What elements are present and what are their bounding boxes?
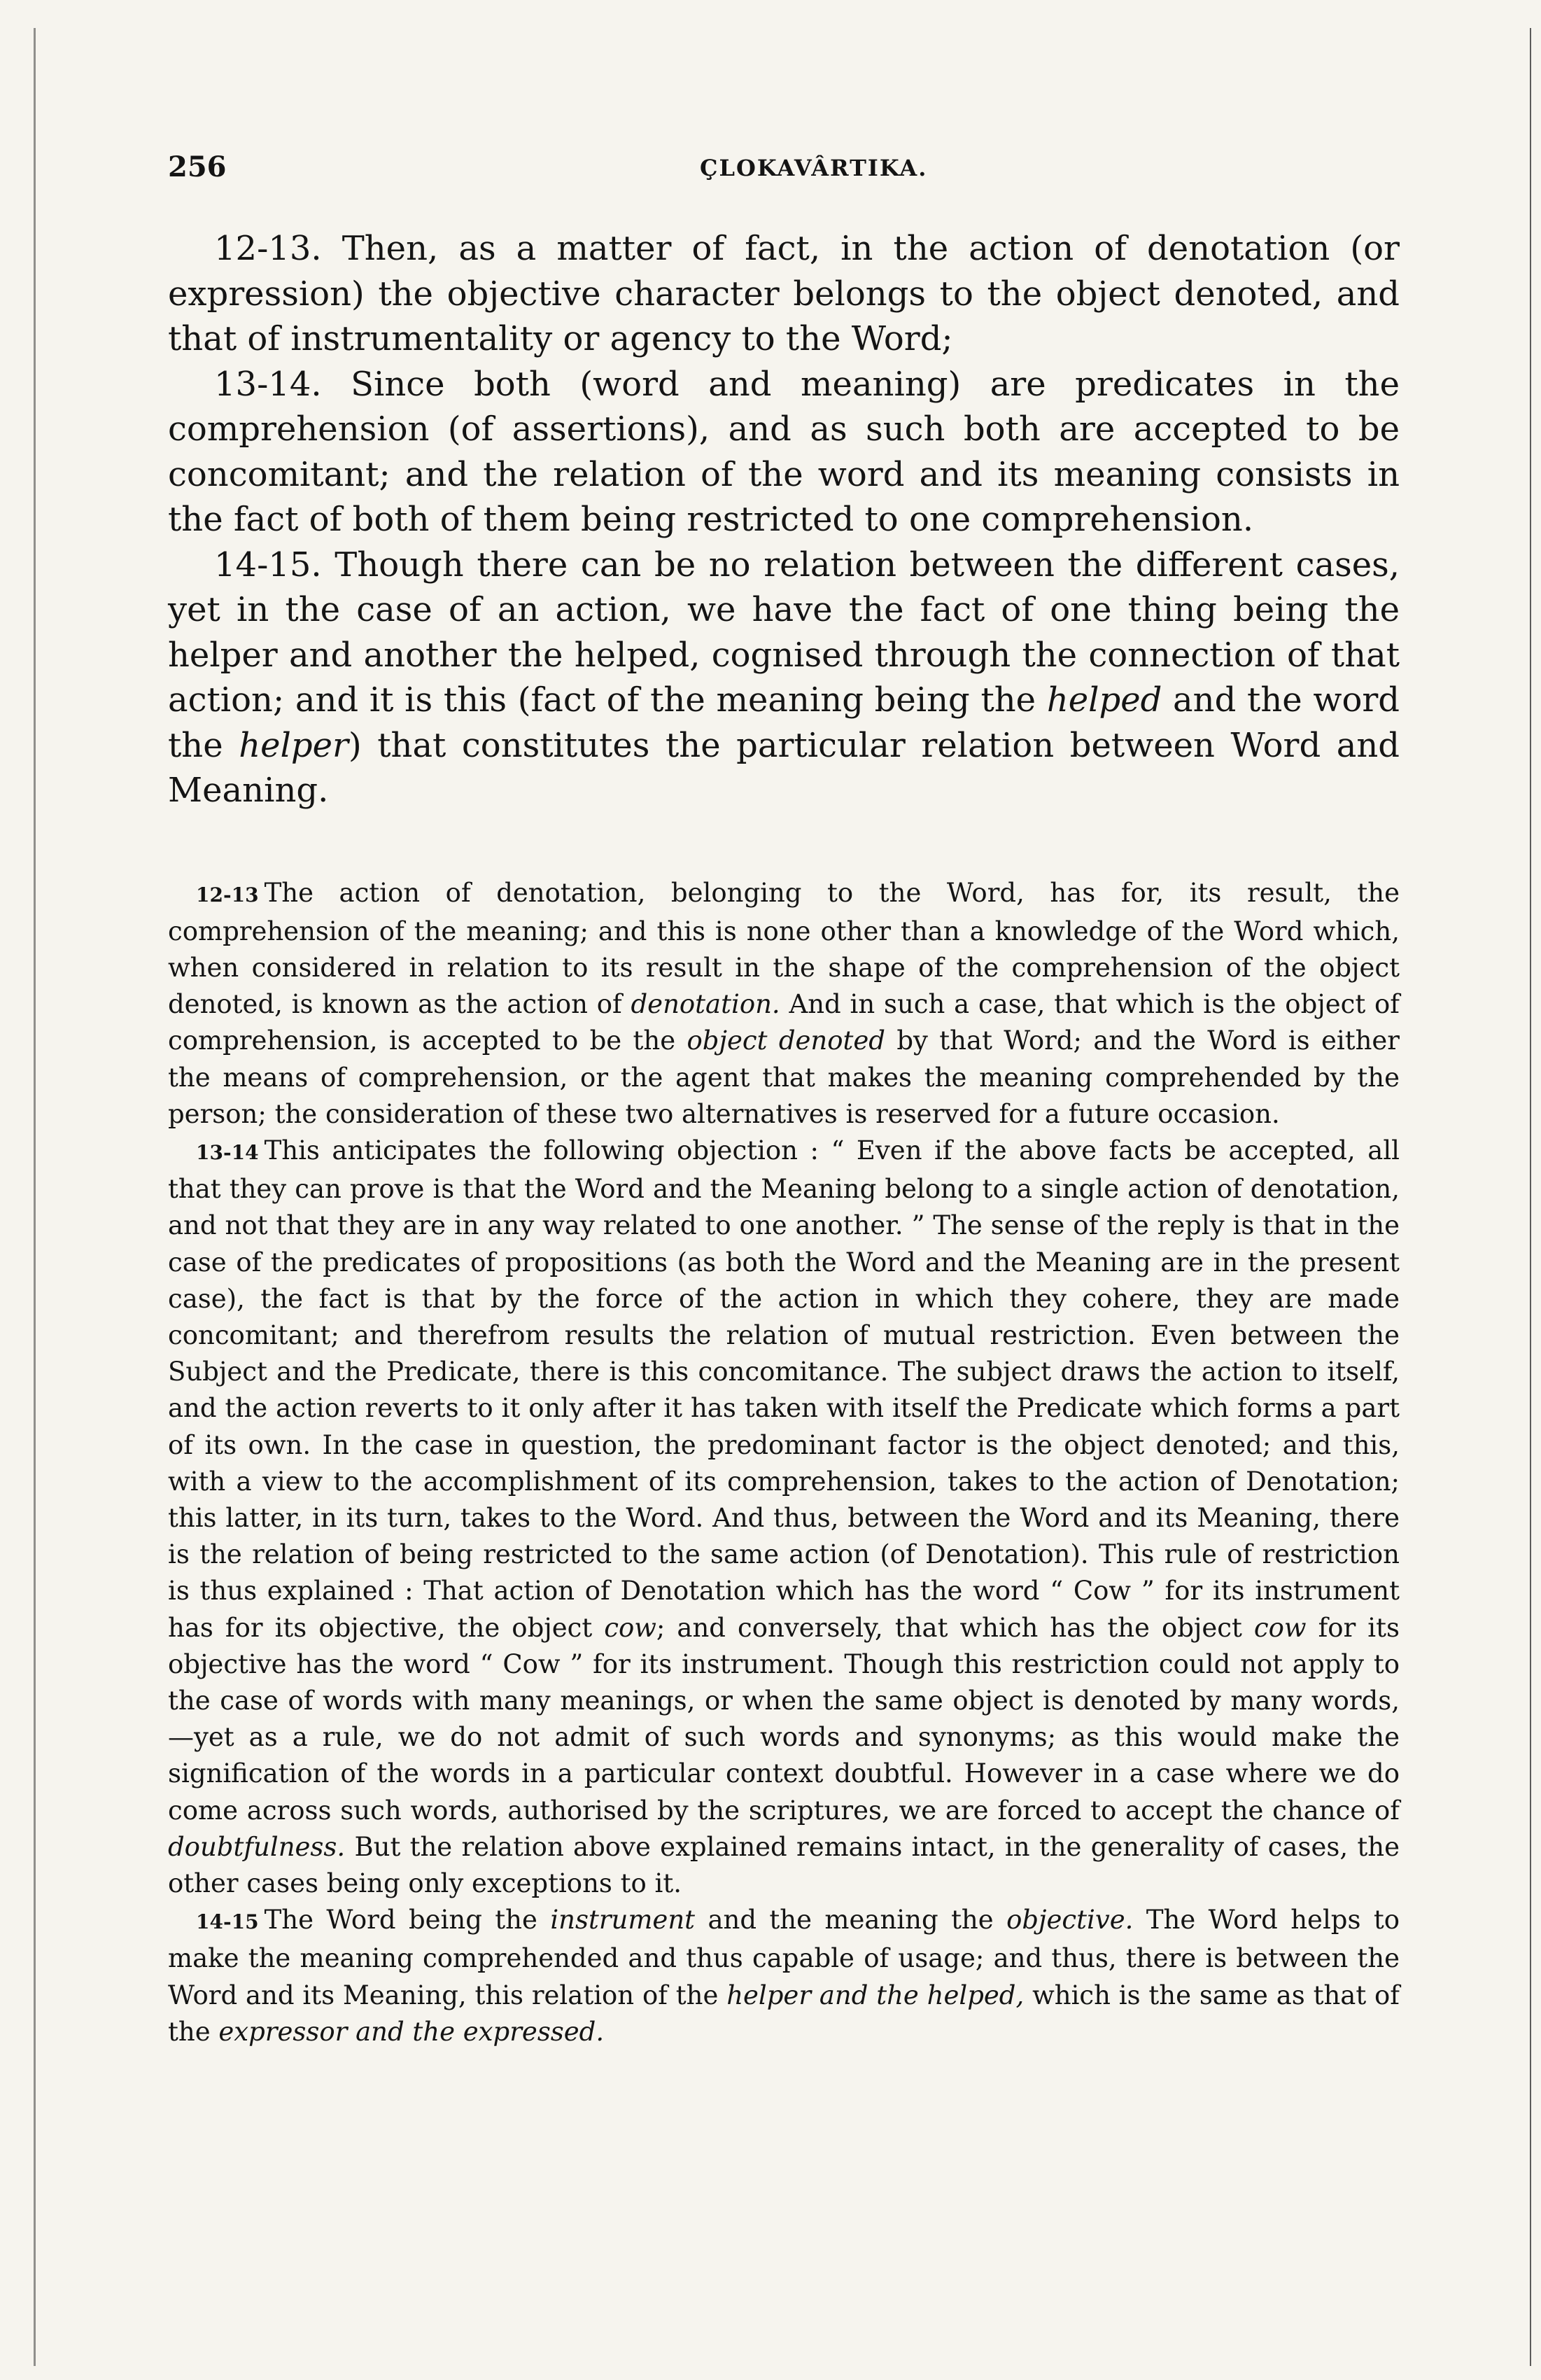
verse-text-italic: helped [1046, 680, 1162, 720]
footnote-text-italic: instrument [550, 1905, 696, 1935]
footnotes [168, 875, 1400, 2051]
footnote-text: The Word being the [264, 1905, 551, 1935]
footnote-text-italic: expressor and the expressed. [218, 2016, 605, 2047]
footnote-14-15 [168, 1902, 1400, 2050]
page-number: 256 [168, 150, 227, 183]
footnote-text: which is the same as that of the [168, 1980, 1400, 2047]
footnote-13-14 [168, 1133, 1400, 1902]
verse-text: Since both (word and meaning) are predicates in the comprehension (of assertions), and as such both are accepted to be concomitant; and the relation of the word and its meaning consists in the fact of both of them being restricted to one comprehension. [168, 364, 1400, 539]
page-edge-right [1530, 28, 1531, 2366]
running-head [168, 150, 1400, 200]
footnote-text: This anticipates the following objection : “ Even if the above facts be accepted, all that they can prove is that the Word and the Meaning belong to a single action of denotation, and not that they are in any way related to one another. ” The sense of the reply is that in the case of the predicates of propositions (as both the Word and the Meaning are in the present case), the fact is that by the force of the action in which they cohere, they are made concomitant; and therefrom results the relation of mutual restriction. Even between the Subject and the Predicate, there is this concomitance. The subject draws the action to itself, and the action reverts to it only after it has taken with itself the Predicate which forms a part of its own. In the case in question, the predominant factor is the object denoted; and this, with a view to the accomplishment of its comprehension, takes to the action of Denotation; this latter, in its turn, takes to the Word. And thus, between the Word and its Meaning, there is the relation of being restricted to the same action (of Denotation). This rule of restriction is thus explained : That action of Denotation which has the word “ Cow ” for its instrument has for its objective, the object [168, 1135, 1400, 1643]
footnote-text-italic: helper and the helped, [726, 1980, 1025, 2010]
footnote-ref: 12-13 [196, 883, 259, 906]
verse-number: 14-15. [214, 545, 322, 584]
footnote-text-italic: cow [1253, 1612, 1307, 1643]
footnote-text: ; and conversely, that which has the object [656, 1612, 1254, 1643]
footnote-text-italic: denotation. [631, 989, 780, 1020]
verse-text: and the word the [168, 680, 1400, 765]
footnote-text-italic: objective. [1006, 1905, 1134, 1935]
footnote-text: by that Word; and the Word is either the means of comprehension, or the agent that makes the meaning comprehended by the person; the consideration of these two alternatives is reserved for a future occasion. [168, 1026, 1400, 1129]
footnote-text: The Word helps to make the meaning comprehended and thus capable of usage; and thus, there is between the Word and its Meaning, this relation of the [168, 1905, 1400, 2010]
verse-text-italic: helper [239, 725, 349, 765]
verse-number: 13-14. [214, 364, 322, 404]
verse-translation [168, 226, 1400, 813]
page-edge-left [34, 28, 36, 2366]
verse-text: ) that constitutes the particular relation between Word and Meaning. [168, 725, 1400, 810]
verse-text: Then, as a matter of fact, in the action of denotation (or expression) the objective character belongs to the object denoted, and that of instrumentality or agency to the Word; [168, 229, 1400, 358]
footnote-ref: 14-15 [196, 1910, 259, 1934]
verse-number: 12-13. [214, 229, 322, 268]
verse-13-14 [168, 362, 1400, 542]
verse-12-13 [168, 226, 1400, 362]
footnote-text-italic: doubtfulness. [168, 1831, 346, 1862]
footnote-text: and the meaning the [695, 1905, 1007, 1935]
page [168, 150, 1400, 2050]
footnote-ref: 13-14 [196, 1140, 259, 1164]
footnote-text: The action of denotation, belonging to the Word, has for, its result, the comprehension of the meaning; and this is none other than a knowledge of the Word which, when considered in relation to its result in the shape of the comprehension of the object denoted, is known as the action of [168, 877, 1400, 1020]
verse-14-15 [168, 542, 1400, 813]
footnote-12-13 [168, 875, 1400, 1133]
verse-text: Though there can be no relation between the different cases, yet in the case of an action, we have the fact of one thing being the helper and another the helped, cognised through the connection of that action; and it is this (fact of the meaning being the [168, 545, 1400, 720]
footnote-text: But the relation above explained remains intact, in the generality of cases, the other cases being only exceptions to it. [168, 1831, 1400, 1898]
footnote-text-italic: cow [604, 1612, 656, 1643]
footnote-text: And in such a case, that which is the object of comprehension, is accepted to be the [168, 989, 1400, 1056]
running-title: ÇLOKAVÂRTIKA. [700, 155, 928, 181]
footnote-text-italic: object denoted [687, 1026, 885, 1056]
footnote-text: for its objective has the word “ Cow ” for its instrument. Though this restriction could not apply to the case of words with many meanings, or when the same object is denoted by many words,—yet as a rule, we do not admit of such words and synonyms; as this would make the signification of the words in a particular context doubtful. However in a case where we do come across such words, authorised by the scriptures, we are forced to accept the chance of [168, 1612, 1400, 1826]
